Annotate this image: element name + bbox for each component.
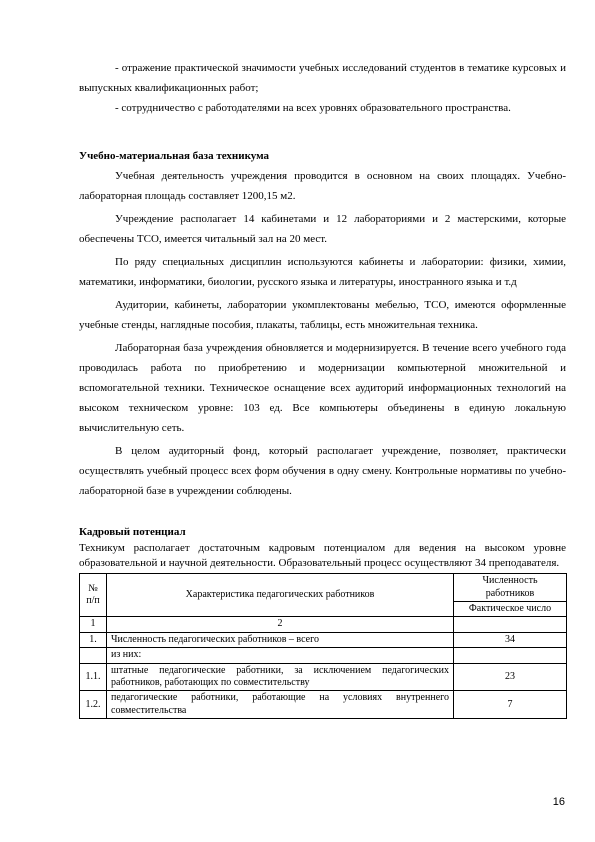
paragraph: В целом аудиторный фонд, который располагает учреждение, позволяет, практически осуществлять учебный процесс всех форм обучения в одну смену. Контрольные нормативы по учебно-лабораторной базе в учреждении соблюдены. (79, 445, 566, 497)
page-content (79, 58, 566, 719)
table-cell-value (454, 648, 567, 663)
paragraph: Техникум располагает достаточным кадровым потенциалом для ведения на высоком уровне образовательной и научной деятельности. Образовательный процесс осуществляют 34 преподавателя. (79, 542, 566, 569)
table-cell-num: 1. (80, 632, 107, 647)
page-number: 16 (552, 796, 565, 808)
paragraph: По ряду специальных дисциплин используются кабинеты и лаборатории: физики, химии, математики, информатики, биологии, русского языка и литературы, иностранного языка и т.д (79, 256, 566, 288)
section-heading-material-base: Учебно-материальная база техникума (79, 150, 270, 162)
table-row (80, 632, 567, 647)
table-row (80, 648, 567, 663)
table-cell-text: педагогические работники, работающие на условиях внутреннего совместительства (107, 691, 454, 719)
table-cell-text: Численность педагогических работников – всего (107, 632, 454, 647)
intro-bullet-2: - сотрудничество с работодателями на всех уровнях образовательного пространства. (115, 102, 511, 114)
table-cell-value: 23 (454, 663, 567, 691)
intro-bullet-1: - отражение практической значимости учебных исследований студентов в тематике курсовых и выпускных квалификационных работ; (79, 62, 566, 94)
table-cell-value: 7 (454, 691, 567, 719)
paragraph: Учреждение располагает 14 кабинетами и 12 лабораториями и 2 мастерскими, которые обеспечены ТСО, имеется читальный зал на 20 мест. (79, 213, 566, 245)
table-row (80, 691, 567, 719)
table-header-characteristic: Характеристика педагогических работников (107, 574, 454, 617)
staff-table (79, 573, 567, 719)
table-cell-num (80, 648, 107, 663)
table-cell-text: штатные педагогические работники, за исключением педагогических работников, работающих по совместительству (107, 663, 454, 691)
table-header-num: № п/п (80, 574, 107, 617)
table-cell: 2 (107, 617, 454, 632)
table-cell-num: 1.1. (80, 663, 107, 691)
paragraph: Учебная деятельность учреждения проводится в основном на своих площадях. Учебно-лабораторная площадь составляет 1200,15 м2. (79, 170, 566, 202)
table-cell-value: 34 (454, 632, 567, 647)
section-heading-staff: Кадровый потенциал (79, 526, 186, 538)
table-cell: 1 (80, 617, 107, 632)
table-header-count: Численность работников (454, 574, 567, 602)
paragraph: Аудитории, кабинеты, лаборатории укомплектованы мебелью, ТСО, имеются оформленные учебные стенды, наглядные пособия, плакаты, таблицы, есть множительная техника. (79, 299, 566, 331)
paragraph: Лабораторная база учреждения обновляется и модернизируется. В течение всего учебного года проводилась работа по приобретению и модернизации компьютерной множительной и вспомогательной техники. Техническое оснащение всех аудиторий информационных технологий на высоком техническом уровне: 103 ед. Все компьютеры объединены в единую локальную вычислительную сеть. (79, 342, 566, 434)
table-index-row (80, 617, 567, 632)
table-row (80, 663, 567, 691)
table-header-actual: Фактическое число (454, 602, 567, 617)
table-cell-text: из них: (107, 648, 454, 663)
table-cell (454, 617, 567, 632)
table-cell-num: 1.2. (80, 691, 107, 719)
